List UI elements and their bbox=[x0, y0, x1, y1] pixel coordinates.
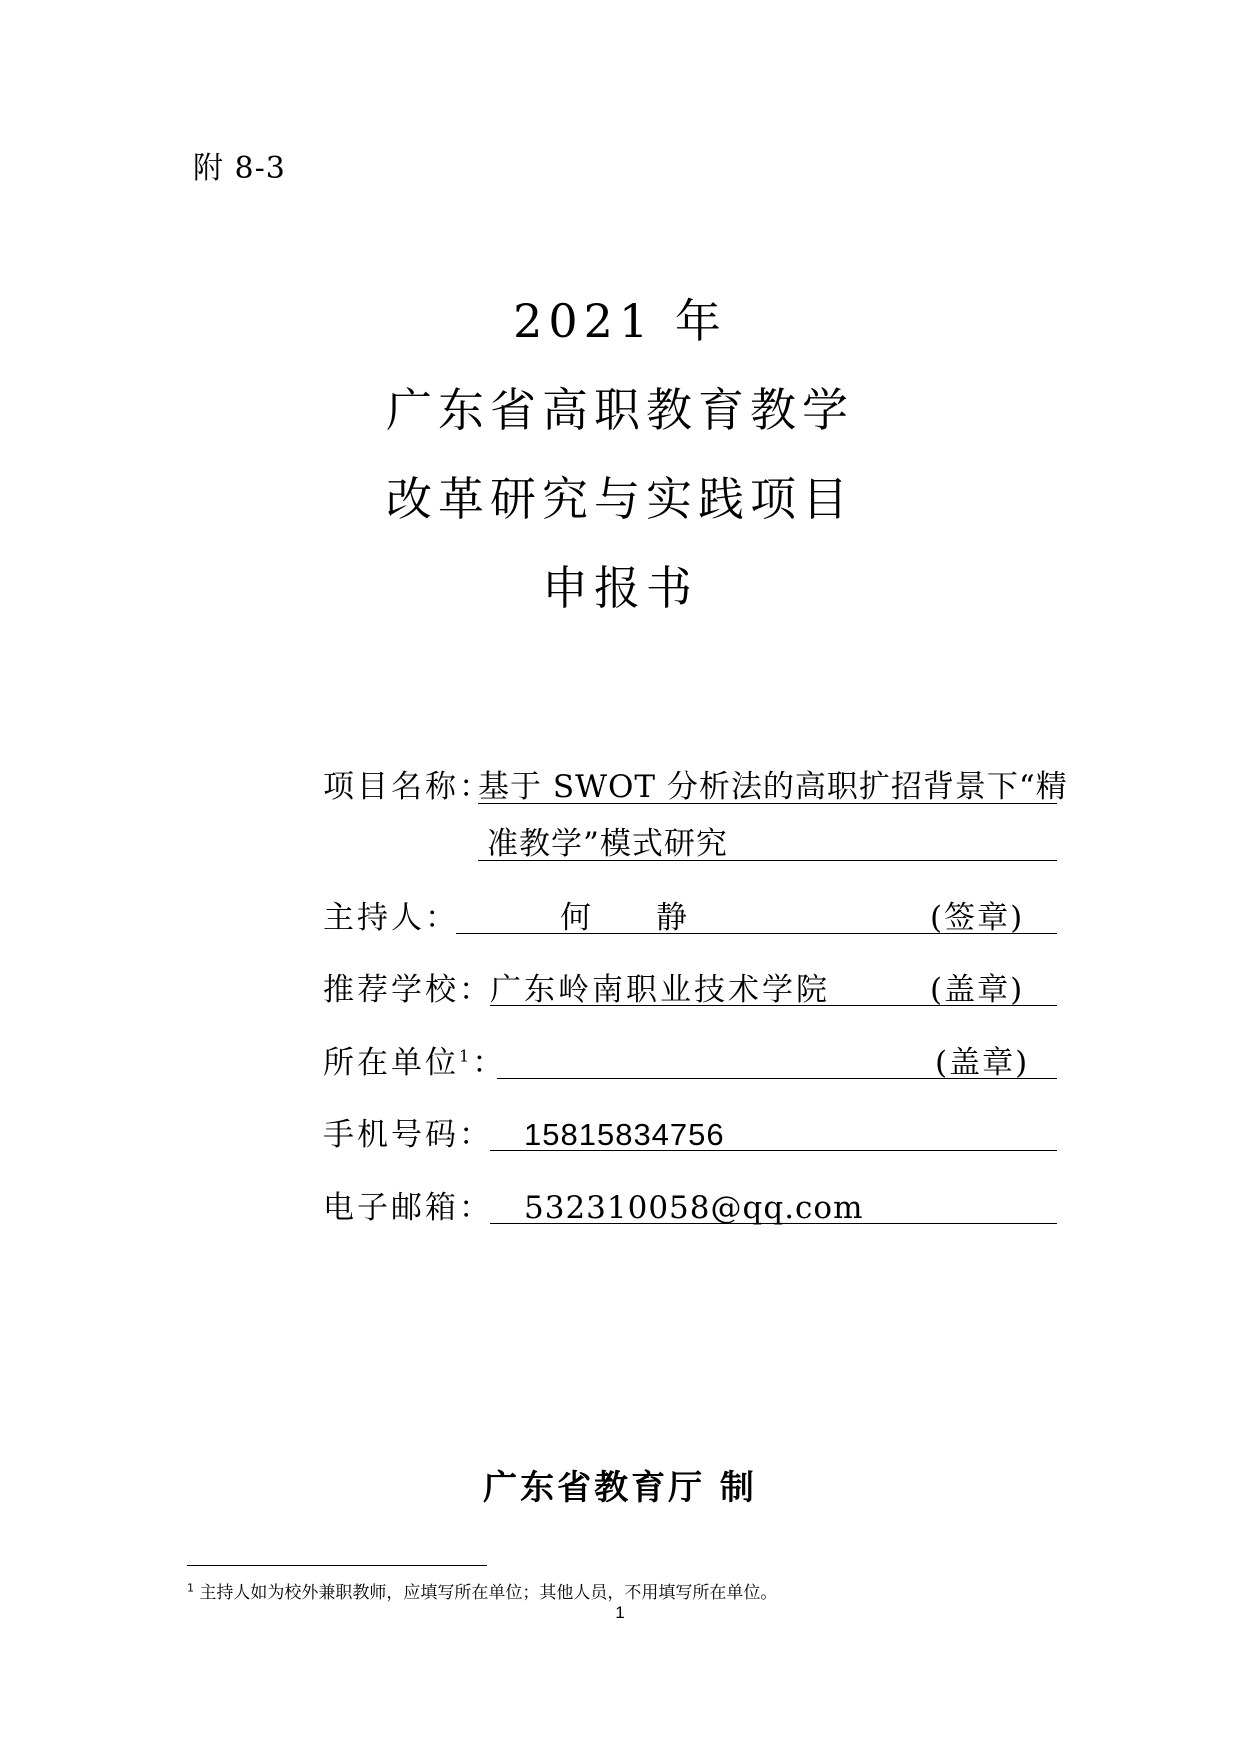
project-name-underline-1 bbox=[478, 803, 1057, 804]
title-line-1: 广东省高职教育教学 bbox=[386, 383, 854, 437]
footnote-text: 主持人如为校外兼职教师，应填写所在单位；其他人员，不用填写所在单位。 bbox=[199, 1583, 778, 1603]
email-value: 532310058@qq.com bbox=[524, 1190, 864, 1226]
school-value: 广东岭南职业技术学院 bbox=[490, 972, 830, 1008]
page-number: 1 bbox=[615, 1603, 625, 1622]
school-label: 推荐学校： bbox=[323, 972, 493, 1008]
project-name-value-line2: 准教学”模式研究 bbox=[487, 826, 728, 862]
school-stamp-note: (盖章) bbox=[930, 972, 1025, 1008]
host-label: 主持人： bbox=[323, 900, 459, 936]
footnote bbox=[187, 1578, 777, 1603]
unit-label bbox=[323, 1041, 506, 1085]
unit-footnote-ref: 1 bbox=[459, 1046, 473, 1066]
school-underline bbox=[490, 1005, 1057, 1006]
attachment-label: 附 8-3 bbox=[193, 151, 286, 186]
host-value: 何 静 bbox=[560, 900, 688, 936]
footnote-mark: 1 bbox=[187, 1581, 194, 1595]
title-line-2: 改革研究与实践项目 bbox=[386, 472, 854, 526]
email-label: 电子邮箱： bbox=[323, 1190, 493, 1226]
email-underline bbox=[490, 1223, 1057, 1224]
title-year: 2021 年 bbox=[513, 294, 727, 348]
host-stamp-note: (签章) bbox=[930, 900, 1025, 936]
phone-label: 手机号码： bbox=[323, 1117, 493, 1153]
host-underline bbox=[456, 933, 1057, 934]
project-name-underline-2 bbox=[478, 860, 1057, 861]
unit-stamp-note: (盖章) bbox=[935, 1045, 1030, 1081]
footnote-separator bbox=[187, 1565, 487, 1566]
phone-value: 15815834756 bbox=[524, 1117, 725, 1152]
phone-underline bbox=[490, 1150, 1057, 1151]
project-name-value-line1: 基于 SWOT 分析法的高职扩招背景下“精 bbox=[478, 769, 1068, 805]
issuer: 广东省教育厅 制 bbox=[483, 1468, 757, 1508]
unit-underline bbox=[497, 1078, 1057, 1079]
unit-label-text: 所在单位 bbox=[323, 1045, 459, 1081]
project-name-label: 项目名称： bbox=[323, 769, 493, 805]
title-line-3: 申报书 bbox=[542, 561, 698, 615]
unit-label-colon: ： bbox=[472, 1045, 507, 1081]
